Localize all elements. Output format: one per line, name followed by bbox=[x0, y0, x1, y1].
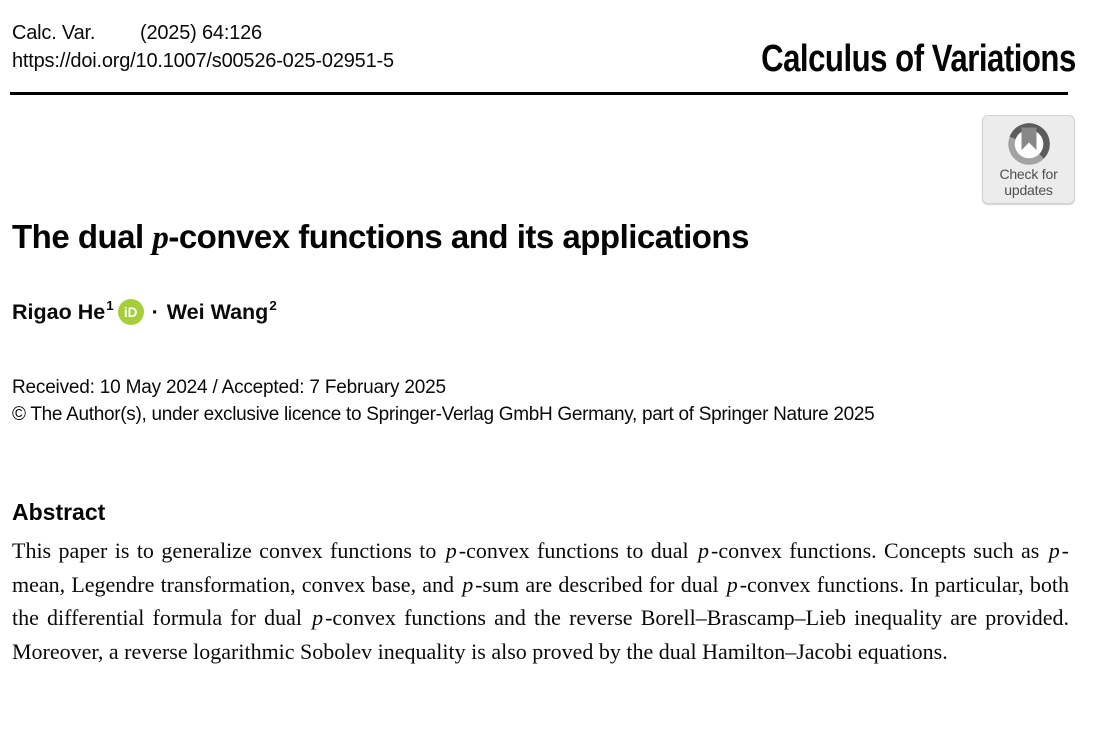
article-title: The dual p-convex functions and its applications bbox=[12, 218, 749, 257]
abstract-heading: Abstract bbox=[12, 499, 106, 525]
author-name: Wei Wang bbox=[166, 299, 269, 324]
doi-line bbox=[12, 47, 394, 75]
author-separator: · bbox=[151, 299, 159, 324]
check-for-updates-badge[interactable] bbox=[982, 115, 1075, 204]
author-name: Rigao He bbox=[12, 299, 106, 324]
orcid-icon[interactable]: iD bbox=[118, 299, 144, 325]
doi-link[interactable]: https://doi.org/10.1007/s00526-025-02951-5 bbox=[12, 50, 394, 72]
author-list bbox=[12, 299, 277, 325]
header-divider bbox=[10, 92, 1068, 95]
abstract-text: This paper is to generalize convex functions to p-convex functions to dual p-convex functions. Concepts such as p-mean, Legendre transformation, convex base, and p-sum are described for dual p-convex functions. In particular, both the differential formula for dual p-convex functions and the reverse Borell–Brascamp–Lieb inequality are provided. Moreover, a reverse logarithmic Sobolev inequality is also proved by the dual Hamilton–Jacobi equations. bbox=[12, 538, 1070, 664]
issue-info: (2025) 64:126 bbox=[140, 22, 262, 44]
crossmark-ring-icon bbox=[1006, 121, 1052, 167]
received-accepted-dates: Received: 10 May 2024 / Accepted: 7 February 2025 bbox=[12, 377, 446, 398]
journal-title: Calculus of Variations bbox=[761, 38, 1076, 80]
check-badge-label: Check for updates bbox=[999, 166, 1058, 198]
citation-line bbox=[12, 19, 394, 47]
affiliation-superscript: 2 bbox=[269, 297, 277, 313]
copyright-notice: © The Author(s), under exclusive licence to Springer-Verlag GmbH Germany, part of Springer Nature 2025 bbox=[12, 404, 875, 425]
citation-header bbox=[12, 19, 394, 75]
journal-abbreviation: Calc. Var. bbox=[12, 22, 96, 44]
affiliation-superscript: 1 bbox=[106, 297, 114, 313]
